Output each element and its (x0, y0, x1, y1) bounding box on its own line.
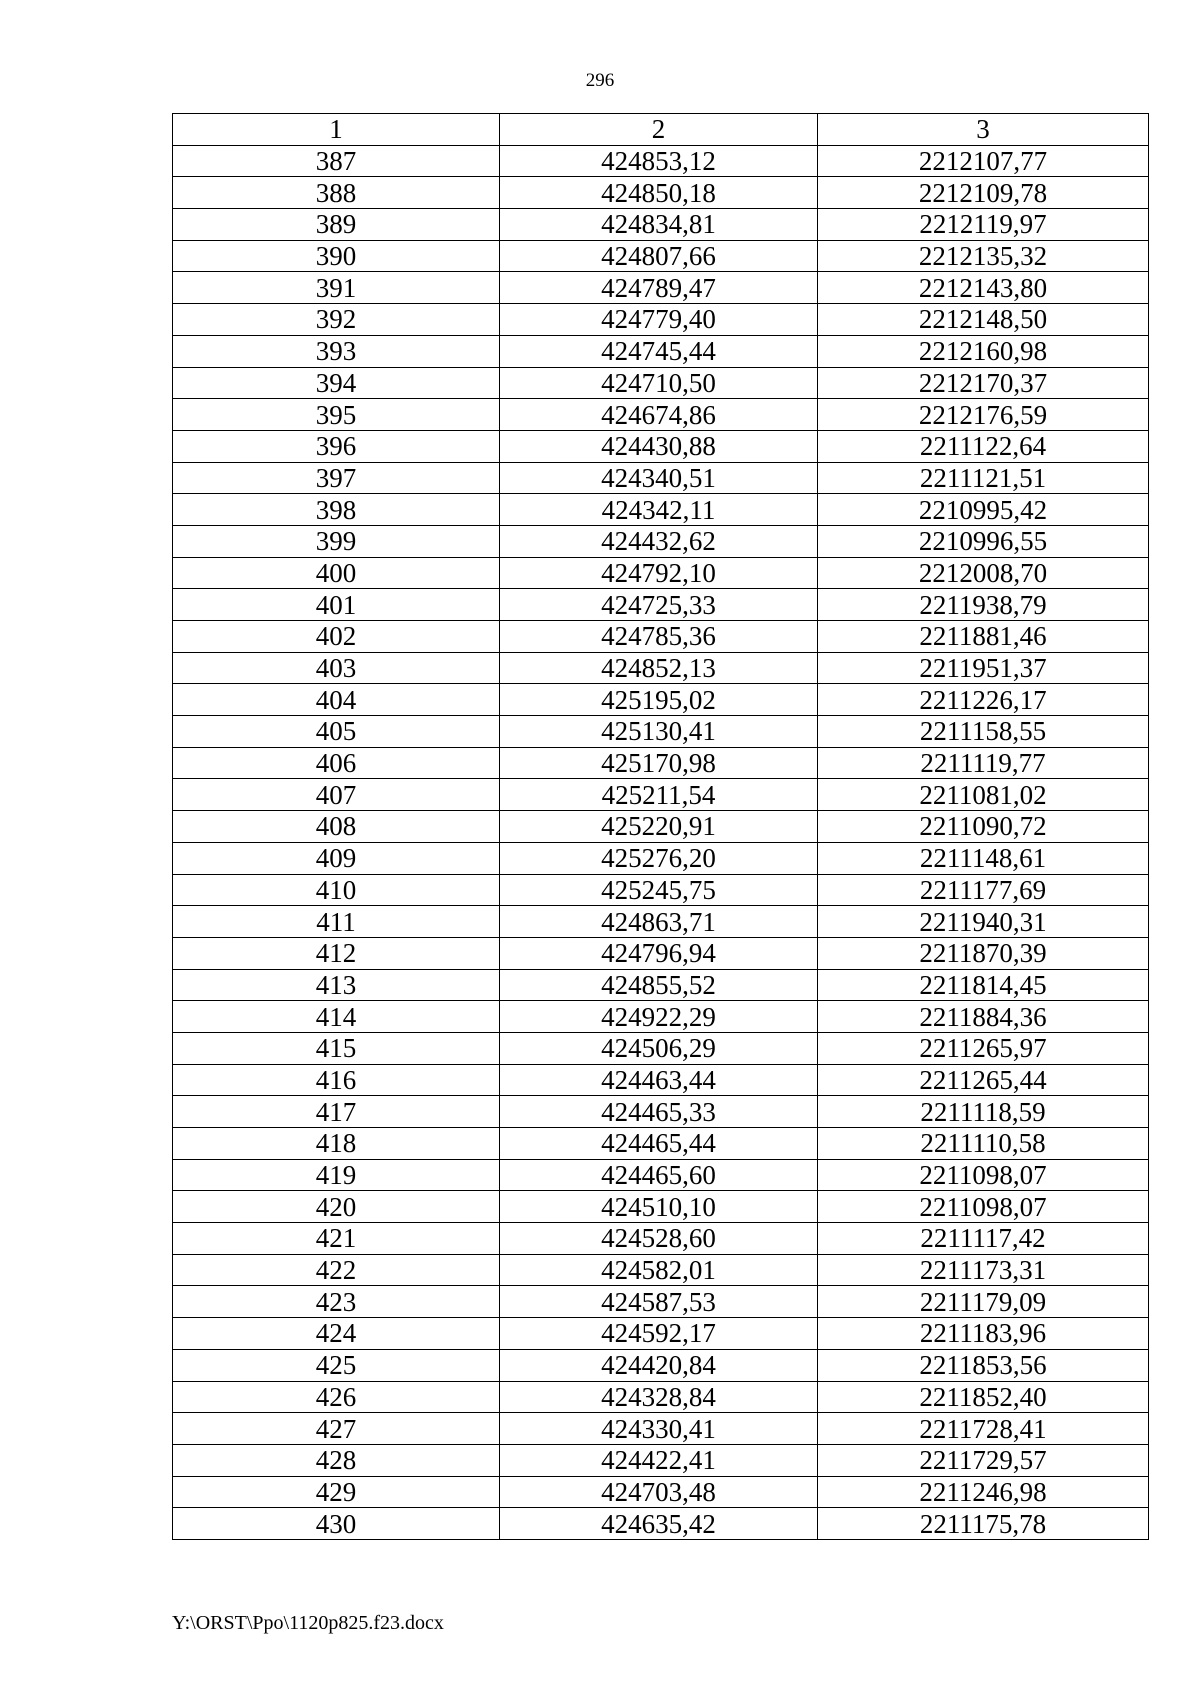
y-coordinate-cell: 2211870,39 (818, 937, 1149, 969)
x-coordinate-cell: 425130,41 (500, 716, 818, 748)
point-number-cell: 392 (173, 304, 500, 336)
x-coordinate-cell: 424528,60 (500, 1223, 818, 1255)
point-number-cell: 413 (173, 969, 500, 1001)
point-number-cell: 418 (173, 1128, 500, 1160)
table-row (173, 462, 1149, 494)
point-number-cell: 388 (173, 177, 500, 209)
point-number-cell: 422 (173, 1254, 500, 1286)
table-row (173, 1476, 1149, 1508)
y-coordinate-cell: 2210995,42 (818, 494, 1149, 526)
x-coordinate-cell: 424710,50 (500, 367, 818, 399)
table-row (173, 1349, 1149, 1381)
page-number: 296 (585, 70, 615, 91)
x-coordinate-cell: 424792,10 (500, 557, 818, 589)
column-header: 1 (173, 114, 500, 146)
x-coordinate-cell: 424330,41 (500, 1413, 818, 1445)
point-number-cell: 387 (173, 145, 500, 177)
y-coordinate-cell: 2212109,78 (818, 177, 1149, 209)
table-row (173, 937, 1149, 969)
point-number-cell: 424 (173, 1318, 500, 1350)
table-row (173, 1032, 1149, 1064)
y-coordinate-cell: 2211265,44 (818, 1064, 1149, 1096)
y-coordinate-cell: 2211853,56 (818, 1349, 1149, 1381)
x-coordinate-cell: 424582,01 (500, 1254, 818, 1286)
x-coordinate-cell: 424703,48 (500, 1476, 818, 1508)
point-number-cell: 409 (173, 842, 500, 874)
y-coordinate-cell: 2211177,69 (818, 874, 1149, 906)
y-coordinate-cell: 2211121,51 (818, 462, 1149, 494)
y-coordinate-cell: 2211938,79 (818, 589, 1149, 621)
y-coordinate-cell: 2211175,78 (818, 1508, 1149, 1540)
table-row (173, 304, 1149, 336)
column-header: 2 (500, 114, 818, 146)
y-coordinate-cell: 2211951,37 (818, 652, 1149, 684)
x-coordinate-cell: 424725,33 (500, 589, 818, 621)
x-coordinate-cell: 424796,94 (500, 937, 818, 969)
column-header: 3 (818, 114, 1149, 146)
y-coordinate-cell: 2212119,97 (818, 209, 1149, 241)
y-coordinate-cell: 2211884,36 (818, 1001, 1149, 1033)
y-coordinate-cell: 2211852,40 (818, 1381, 1149, 1413)
table-row (173, 1381, 1149, 1413)
y-coordinate-cell: 2212170,37 (818, 367, 1149, 399)
point-number-cell: 404 (173, 684, 500, 716)
y-coordinate-cell: 2211117,42 (818, 1223, 1149, 1255)
table-row (173, 747, 1149, 779)
point-number-cell: 389 (173, 209, 500, 241)
table-row (173, 1191, 1149, 1223)
point-number-cell: 394 (173, 367, 500, 399)
point-number-cell: 427 (173, 1413, 500, 1445)
point-number-cell: 425 (173, 1349, 500, 1381)
table-row (173, 494, 1149, 526)
table-row (173, 1508, 1149, 1540)
x-coordinate-cell: 424465,60 (500, 1159, 818, 1191)
point-number-cell: 400 (173, 557, 500, 589)
x-coordinate-cell: 424635,42 (500, 1508, 818, 1540)
table-row (173, 652, 1149, 684)
x-coordinate-cell: 424853,12 (500, 145, 818, 177)
point-number-cell: 399 (173, 525, 500, 557)
point-number-cell: 429 (173, 1476, 500, 1508)
table-row (173, 842, 1149, 874)
x-coordinate-cell: 424674,86 (500, 399, 818, 431)
y-coordinate-cell: 2212135,32 (818, 240, 1149, 272)
table-row (173, 874, 1149, 906)
y-coordinate-cell: 2212008,70 (818, 557, 1149, 589)
table-row (173, 367, 1149, 399)
y-coordinate-cell: 2212107,77 (818, 145, 1149, 177)
y-coordinate-cell: 2211940,31 (818, 906, 1149, 938)
y-coordinate-cell: 2211246,98 (818, 1476, 1149, 1508)
table-row (173, 557, 1149, 589)
y-coordinate-cell: 2211881,46 (818, 621, 1149, 653)
x-coordinate-cell: 424863,71 (500, 906, 818, 938)
table-row (173, 335, 1149, 367)
table-row (173, 1096, 1149, 1128)
y-coordinate-cell: 2212148,50 (818, 304, 1149, 336)
x-coordinate-cell: 424420,84 (500, 1349, 818, 1381)
x-coordinate-cell: 424328,84 (500, 1381, 818, 1413)
table-row (173, 1254, 1149, 1286)
table-body (173, 114, 1149, 1540)
x-coordinate-cell: 424855,52 (500, 969, 818, 1001)
y-coordinate-cell: 2211728,41 (818, 1413, 1149, 1445)
point-number-cell: 411 (173, 906, 500, 938)
table-row (173, 240, 1149, 272)
table-row (173, 1286, 1149, 1318)
table-row (173, 177, 1149, 209)
y-coordinate-cell: 2211183,96 (818, 1318, 1149, 1350)
table-row (173, 684, 1149, 716)
x-coordinate-cell: 424785,36 (500, 621, 818, 653)
y-coordinate-cell: 2211173,31 (818, 1254, 1149, 1286)
x-coordinate-cell: 424834,81 (500, 209, 818, 241)
point-number-cell: 421 (173, 1223, 500, 1255)
x-coordinate-cell: 425276,20 (500, 842, 818, 874)
x-coordinate-cell: 424465,33 (500, 1096, 818, 1128)
point-number-cell: 396 (173, 430, 500, 462)
y-coordinate-cell: 2211090,72 (818, 811, 1149, 843)
point-number-cell: 405 (173, 716, 500, 748)
point-number-cell: 419 (173, 1159, 500, 1191)
y-coordinate-cell: 2211226,17 (818, 684, 1149, 716)
x-coordinate-cell: 424779,40 (500, 304, 818, 336)
x-coordinate-cell: 424342,11 (500, 494, 818, 526)
y-coordinate-cell: 2211110,58 (818, 1128, 1149, 1160)
coordinates-table (172, 113, 1149, 1540)
y-coordinate-cell: 2212176,59 (818, 399, 1149, 431)
y-coordinate-cell: 2211729,57 (818, 1444, 1149, 1476)
table-row (173, 1444, 1149, 1476)
point-number-cell: 414 (173, 1001, 500, 1033)
point-number-cell: 428 (173, 1444, 500, 1476)
point-number-cell: 397 (173, 462, 500, 494)
x-coordinate-cell: 424432,62 (500, 525, 818, 557)
x-coordinate-cell: 424922,29 (500, 1001, 818, 1033)
table-row (173, 589, 1149, 621)
x-coordinate-cell: 424592,17 (500, 1318, 818, 1350)
x-coordinate-cell: 425211,54 (500, 779, 818, 811)
point-number-cell: 393 (173, 335, 500, 367)
point-number-cell: 402 (173, 621, 500, 653)
footer-file-path: Y:\ORST\Ppo\1120p825.f23.docx (172, 1612, 444, 1634)
x-coordinate-cell: 424465,44 (500, 1128, 818, 1160)
point-number-cell: 398 (173, 494, 500, 526)
y-coordinate-cell: 2211098,07 (818, 1159, 1149, 1191)
point-number-cell: 426 (173, 1381, 500, 1413)
y-coordinate-cell: 2212143,80 (818, 272, 1149, 304)
point-number-cell: 415 (173, 1032, 500, 1064)
y-coordinate-cell: 2211098,07 (818, 1191, 1149, 1223)
point-number-cell: 391 (173, 272, 500, 304)
x-coordinate-cell: 424850,18 (500, 177, 818, 209)
point-number-cell: 395 (173, 399, 500, 431)
point-number-cell: 403 (173, 652, 500, 684)
x-coordinate-cell: 424745,44 (500, 335, 818, 367)
point-number-cell: 410 (173, 874, 500, 906)
y-coordinate-cell: 2211814,45 (818, 969, 1149, 1001)
x-coordinate-cell: 424340,51 (500, 462, 818, 494)
x-coordinate-cell: 424463,44 (500, 1064, 818, 1096)
table-row (173, 1001, 1149, 1033)
table-row (173, 969, 1149, 1001)
table-row (173, 906, 1149, 938)
table-row (173, 779, 1149, 811)
table-header-row (173, 114, 1149, 146)
x-coordinate-cell: 424422,41 (500, 1444, 818, 1476)
table-row (173, 1159, 1149, 1191)
point-number-cell: 423 (173, 1286, 500, 1318)
y-coordinate-cell: 2212160,98 (818, 335, 1149, 367)
point-number-cell: 401 (173, 589, 500, 621)
table-row (173, 145, 1149, 177)
table-row (173, 621, 1149, 653)
x-coordinate-cell: 425170,98 (500, 747, 818, 779)
table-row (173, 272, 1149, 304)
x-coordinate-cell: 424807,66 (500, 240, 818, 272)
point-number-cell: 407 (173, 779, 500, 811)
point-number-cell: 412 (173, 937, 500, 969)
table-row (173, 1318, 1149, 1350)
table-row (173, 1223, 1149, 1255)
point-number-cell: 420 (173, 1191, 500, 1223)
y-coordinate-cell: 2211158,55 (818, 716, 1149, 748)
x-coordinate-cell: 424852,13 (500, 652, 818, 684)
point-number-cell: 406 (173, 747, 500, 779)
point-number-cell: 430 (173, 1508, 500, 1540)
y-coordinate-cell: 2211122,64 (818, 430, 1149, 462)
point-number-cell: 416 (173, 1064, 500, 1096)
table-row (173, 209, 1149, 241)
y-coordinate-cell: 2211265,97 (818, 1032, 1149, 1064)
table-row (173, 430, 1149, 462)
table-row (173, 525, 1149, 557)
x-coordinate-cell: 425245,75 (500, 874, 818, 906)
y-coordinate-cell: 2211118,59 (818, 1096, 1149, 1128)
table-row (173, 1064, 1149, 1096)
table-row (173, 811, 1149, 843)
y-coordinate-cell: 2211179,09 (818, 1286, 1149, 1318)
table-row (173, 716, 1149, 748)
x-coordinate-cell: 424510,10 (500, 1191, 818, 1223)
y-coordinate-cell: 2211081,02 (818, 779, 1149, 811)
y-coordinate-cell: 2210996,55 (818, 525, 1149, 557)
point-number-cell: 417 (173, 1096, 500, 1128)
x-coordinate-cell: 425220,91 (500, 811, 818, 843)
table-row (173, 399, 1149, 431)
x-coordinate-cell: 424587,53 (500, 1286, 818, 1318)
point-number-cell: 390 (173, 240, 500, 272)
y-coordinate-cell: 2211119,77 (818, 747, 1149, 779)
table-row (173, 1413, 1149, 1445)
x-coordinate-cell: 424789,47 (500, 272, 818, 304)
x-coordinate-cell: 425195,02 (500, 684, 818, 716)
table-row (173, 1128, 1149, 1160)
x-coordinate-cell: 424506,29 (500, 1032, 818, 1064)
y-coordinate-cell: 2211148,61 (818, 842, 1149, 874)
point-number-cell: 408 (173, 811, 500, 843)
x-coordinate-cell: 424430,88 (500, 430, 818, 462)
